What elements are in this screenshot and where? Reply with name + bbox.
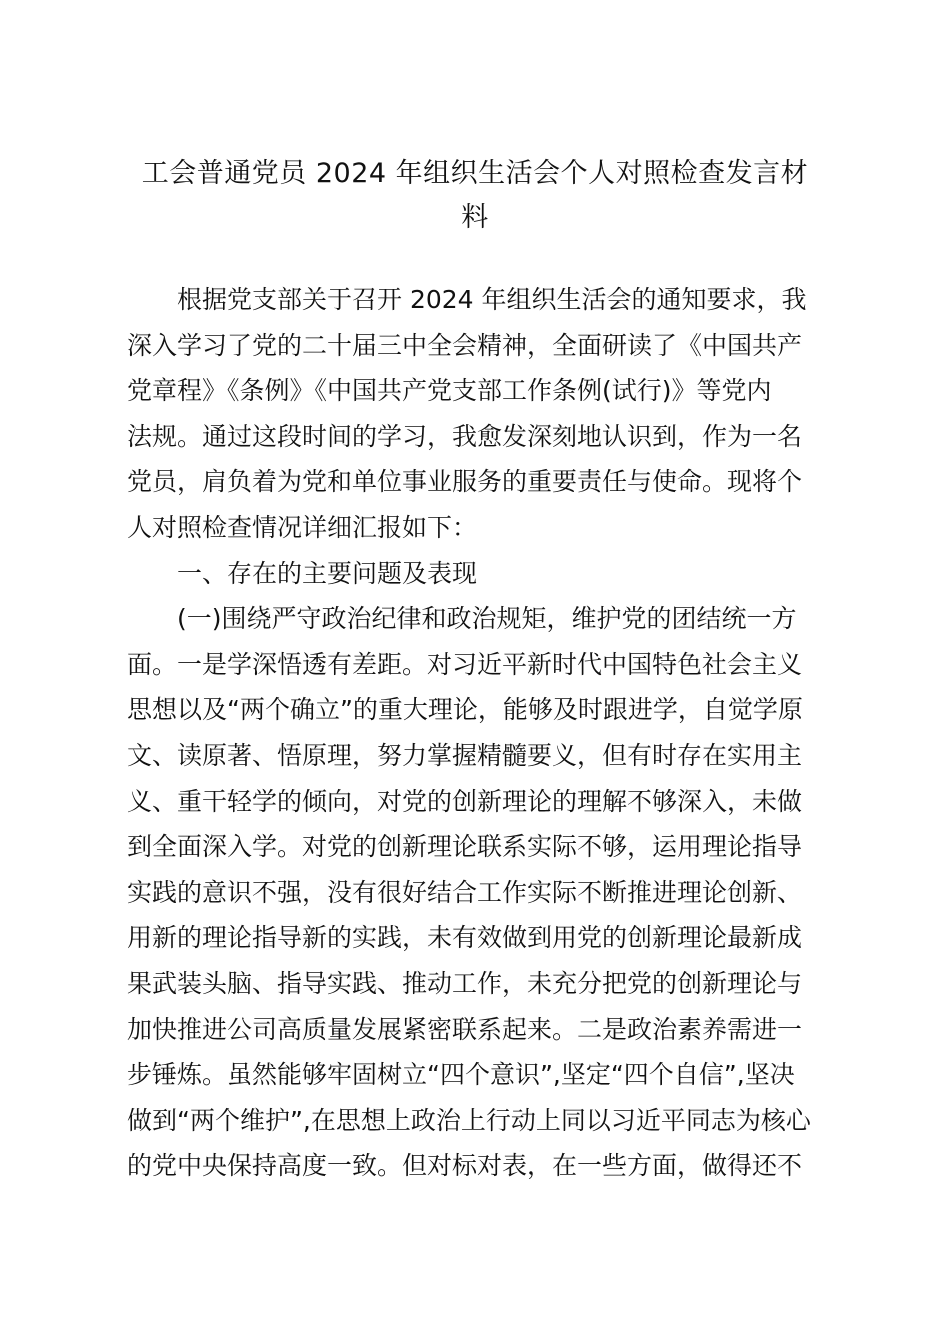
document-title-line-1: 工会普通党员 2024 年组织生活会个人对照检查发言材 xyxy=(141,158,809,189)
paragraph-line: 深入学习了党的二十届三中全会精神，全面研读了《中国共产 xyxy=(127,330,803,360)
paragraph-line: 实践的意识不强，没有很好结合工作实际不断推进理论创新、 xyxy=(127,877,803,907)
document-body xyxy=(127,277,827,1189)
paragraph-line: 党员，肩负着为党和单位事业服务的重要责任与使命。现将个 xyxy=(127,467,803,497)
paragraph-line: 的党中央保持高度一致。但对标对表，在一些方面，做得还不 xyxy=(127,1151,803,1181)
paragraph-line: 到全面深入学。对党的创新理论联系实际不够，运用理论指导 xyxy=(127,832,803,862)
paragraph-line: 做到“两个维护”,在思想上政治上行动上同以习近平同志为核心 xyxy=(127,1105,811,1135)
paragraph-line: 步锤炼。虽然能够牢固树立“四个意识”,坚定“四个自信”,坚决 xyxy=(127,1060,795,1090)
paragraph-line: (一)围绕严守政治纪律和政治规矩，维护党的团结统一方 xyxy=(177,604,797,634)
paragraph-line: 思想以及“两个确立”的重大理论，能够及时跟进学，自觉学原 xyxy=(127,695,803,725)
paragraph-line: 面。一是学深悟透有差距。对习近平新时代中国特色社会主义 xyxy=(127,649,803,679)
section-heading: 一、存在的主要问题及表现 xyxy=(177,558,478,588)
paragraph-line: 法规。通过这段时间的学习，我愈发深刻地认识到，作为一名 xyxy=(127,421,803,451)
paragraph-line: 义、重干轻学的倾向，对党的创新理论的理解不够深入，未做 xyxy=(127,786,803,816)
paragraph-line: 文、读原著、悟原理，努力掌握精髓要义，但有时存在实用主 xyxy=(127,740,803,770)
paragraph-line: 果武装头脑、指导实践、推动工作，未充分把党的创新理论与 xyxy=(127,968,803,998)
paragraph-line: 人对照检查情况详细汇报如下： xyxy=(127,512,478,542)
paragraph-line: 根据党支部关于召开 2024 年组织生活会的通知要求，我 xyxy=(177,285,807,314)
paragraph-line: 用新的理论指导新的实践，未有效做到用党的创新理论最新成 xyxy=(127,923,803,953)
paragraph-line: 党章程》《条例》《中国共产党支部工作条例(试行)》等党内 xyxy=(127,376,772,406)
paragraph-line: 加快推进公司高质量发展紧密联系起来。二是政治素养需进一 xyxy=(127,1014,803,1044)
document-title-line-2: 料 xyxy=(461,202,489,233)
